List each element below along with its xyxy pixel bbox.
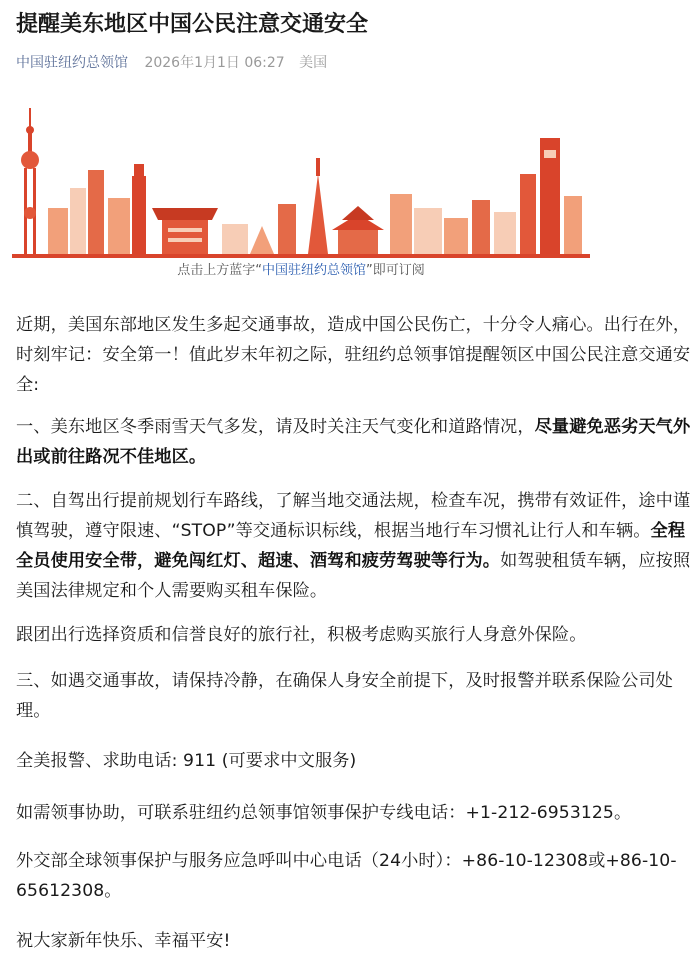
caption-account-link[interactable]: 中国驻纽约总领馆	[261, 263, 366, 278]
paragraph-consular-line: 如需领事协助，可联系驻纽约总领事馆领事保护专线电话：+1-212-6953125。	[16, 803, 632, 823]
paragraph-emergency-number: 全美报警、求助电话: 911 (可要求中文服务)	[16, 751, 357, 771]
caption-suffix: ”即可订阅	[366, 263, 425, 278]
article-meta	[16, 53, 327, 73]
paragraph-intro: 近期，美国东部地区发生多起交通事故，造成中国公民伤亡，十分令人痛心。出行在外，时刻牢记：安全第一！值此岁末年初之际，驻纽约总领事馆提醒领区中国公民注意交通安全:	[16, 315, 691, 395]
publish-location: 美国	[299, 55, 328, 71]
caption-prefix: 点击上方蓝字“	[177, 263, 262, 278]
city-skyline-banner	[12, 108, 590, 258]
driving-bold-text: 全程全员使用安全带，避免闯红灯、超速、酒驾和疲劳驾驶等行为。	[16, 521, 686, 571]
paragraph-weather	[16, 412, 692, 472]
article-title: 提醒美东地区中国公民注意交通安全	[16, 12, 369, 37]
paragraph-tour: 跟团出行选择资质和信誉良好的旅行社，积极考虑购买旅行人身意外保险。	[16, 625, 587, 645]
paragraph-driving	[16, 486, 692, 606]
weather-text: 一、美东地区冬季雨雪天气多发，请及时关注天气变化和道路情况，	[16, 417, 535, 437]
driving-rental-text: 如驾驶租赁车辆，应按照美国法律规定和个人需要购买租车保险。	[16, 551, 691, 601]
paragraph-greeting: 祝大家新年快乐、幸福平安!	[16, 931, 231, 951]
driving-text: 二、自驾出行提前规划行车路线，了解当地交通法规，检查车况，携带有效证件，途中谨慎驾驶，遵守限速、“STOP”等交通标识标线，根据当地行车习惯礼让行人和车辆。	[16, 491, 691, 541]
account-name-link[interactable]: 中国驻纽约总领馆	[16, 55, 128, 71]
weather-bold-text: 尽量避免恶劣天气外出或前往路况不佳地区。	[16, 417, 691, 467]
paragraph-hotline: 外交部全球领事保护与服务应急呼叫中心电话（24小时）：+86-10-12308或+86-10-65612308。	[16, 851, 677, 901]
publish-date: 2026年1月1日 06:27	[144, 55, 285, 71]
paragraph-accident: 三、如遇交通事故，请保持冷静，在确保人身安全前提下，及时报警并联系保险公司处理。	[16, 671, 673, 721]
banner-caption	[12, 262, 590, 280]
